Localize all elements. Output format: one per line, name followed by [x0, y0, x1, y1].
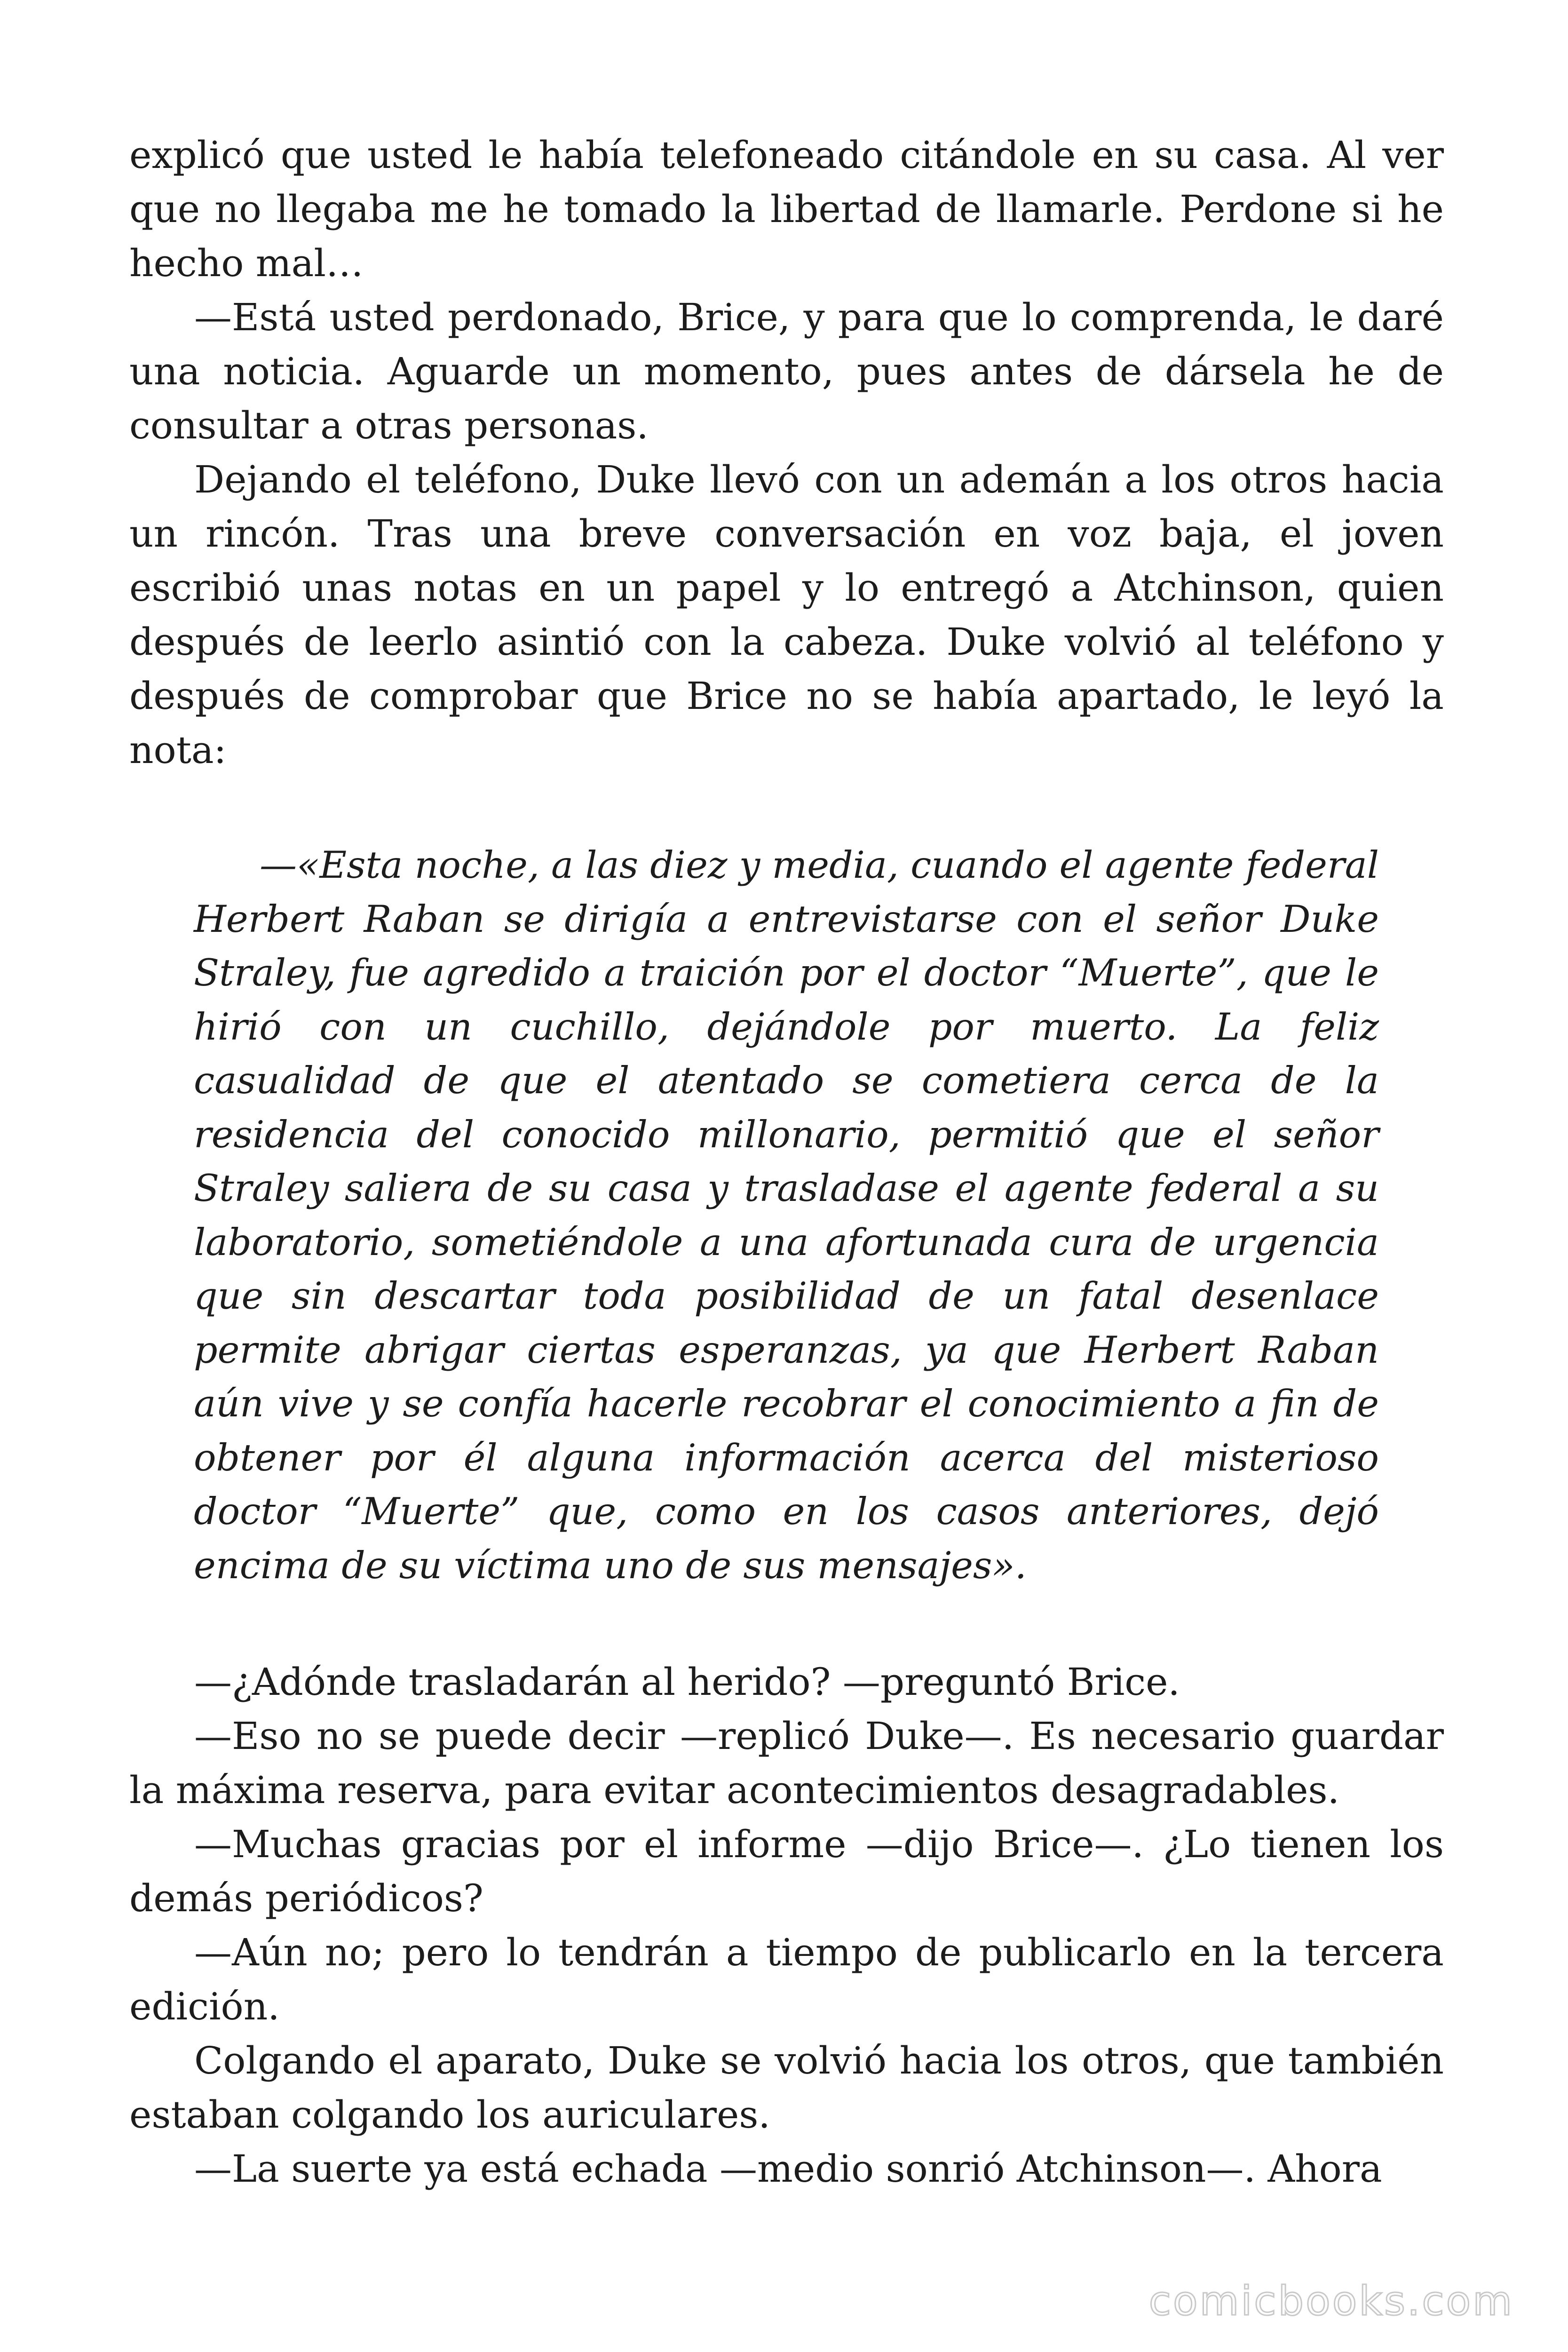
- bottom-text-section: [129, 1655, 1444, 2196]
- paragraph-continuation: explicó que usted le había telefoneado citándole en su casa. Al ver que no llegaba me he tomado la libertad de llamarle. Perdone si he hecho mal…: [129, 133, 1444, 285]
- watermark-text: comicbooks.com: [1148, 2278, 1514, 2325]
- quoted-note-text: —«Esta noche, a las diez y media, cuando el agente federal Herbert Raban se dirigía a entrevistarse con el señor Duke Straley, fue agredido a traición por el doctor “Muerte”, que le hirió con un cuchillo, dejándole por muerto. La feliz casualidad de que el atentado se cometiera cerca de la residencia del conocido millonario, permitió que el señor Straley saliera de su casa y trasladase el agente federal a su laboratorio, sometiéndole a una afortunada cura de urgencia que sin descartar toda posibilidad de un fatal desenlace permite abrigar ciertas esperanzas, ya que Herbert Raban aún vive y se confía hacerle recobrar el conocimiento a fin de obtener por él alguna información acerca del misterioso doctor “Muerte” que, como en los casos anteriores, dejó encima de su víctima uno de sus mensajes».: [194, 843, 1379, 1587]
- paragraph-dialogue-duke-answer: —Aún no; pero lo tendrán a tiempo de publicarlo en la tercera edición.: [129, 1931, 1444, 2028]
- paragraph-dialogue-brice-question: —¿Adónde trasladarán al herido? —preguntó Brice.: [194, 1660, 1180, 1704]
- paragraph-narration-hangup: Colgando el aparato, Duke se volvió hacia los otros, que también estaban colgando los auriculares.: [129, 2039, 1444, 2137]
- paragraph-narration: Dejando el teléfono, Duke llevó con un ademán a los otros hacia un rincón. Tras una breve conversación en voz baja, el joven escribió unas notas en un papel y lo entregó a Atchinson, quien después de leerlo asintió con la cabeza. Duke volvió al teléfono y después de comprobar que Brice no se había apartado, le leyó la nota:: [129, 458, 1444, 772]
- paragraph-dialogue-brice-thanks: —Muchas gracias por el informe —dijo Brice—. ¿Lo tienen los demás periódicos?: [129, 1822, 1444, 1920]
- paragraph-dialogue-duke-reply: —Eso no se puede decir —replicó Duke—. Es necesario guardar la máxima reserva, para evitar acontecimientos desagradables.: [129, 1714, 1444, 1812]
- top-text-section: [129, 128, 1444, 777]
- paragraph-dialogue-atchinson: —La suerte ya está echada —medio sonrió Atchinson—. Ahora: [194, 2147, 1382, 2191]
- paragraph-dialogue-duke: —Está usted perdonado, Brice, y para que lo comprenda, le daré una noticia. Aguarde un momento, pues antes de dársela he de consultar a otras personas.: [129, 295, 1444, 447]
- quoted-note: [194, 838, 1379, 1592]
